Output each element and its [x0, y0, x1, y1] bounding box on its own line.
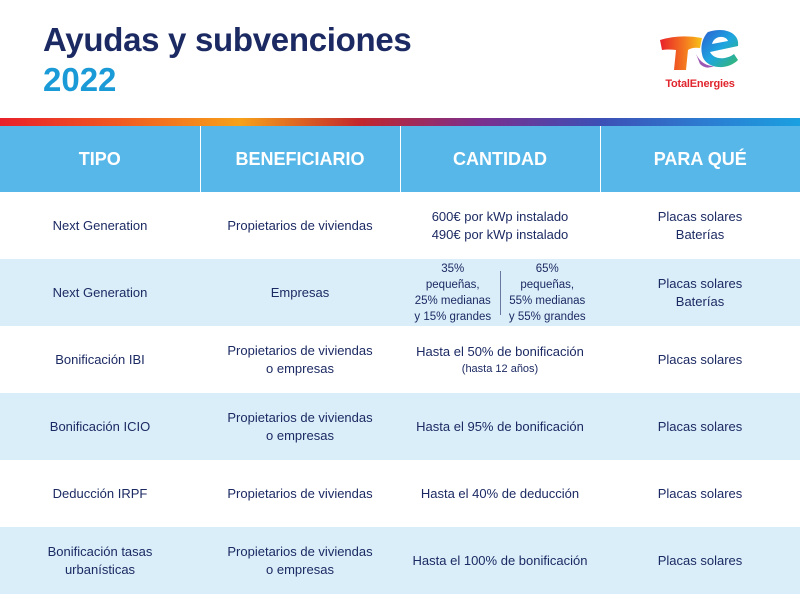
cell-para-que	[600, 326, 800, 393]
table-row	[0, 527, 800, 594]
cantidad-divider	[500, 271, 501, 315]
cell-para-que	[600, 460, 800, 527]
column-header-beneficiario: BENEFICIARIO	[200, 126, 400, 192]
cell-line: Placas solares	[657, 208, 743, 224]
cell-line: Hasta el 50% de bonificación	[416, 343, 584, 359]
cell-tipo	[0, 192, 200, 259]
cell-tipo	[0, 460, 200, 527]
cell-line: Propietarios de viviendas	[227, 342, 373, 358]
table-row	[0, 259, 800, 326]
column-header-cantidad: CANTIDAD	[400, 126, 600, 192]
cell-line: Propietarios de viviendas	[227, 485, 373, 501]
cell-line: y 55% grandes	[508, 310, 586, 323]
cell-line: Bonificación tasas	[47, 543, 153, 559]
cell-line: y 15% grandes	[414, 310, 492, 323]
cantidad-left	[406, 261, 500, 325]
cell-line: 65% pequeñas,	[520, 262, 575, 291]
cell-para-que	[600, 259, 800, 326]
cell-line: Bonificación IBI	[55, 351, 145, 367]
cantidad-split	[406, 261, 594, 325]
table-row	[0, 326, 800, 393]
cell-line: Hasta el 95% de bonificación	[416, 418, 584, 434]
cell-line: Placas solares	[657, 485, 743, 501]
cell-cantidad	[400, 460, 600, 527]
cell-para-que	[600, 192, 800, 259]
page-header	[0, 0, 800, 118]
totalenergies-logo	[652, 26, 748, 96]
cell-line: Next Generation	[52, 284, 148, 300]
subsidies-table	[0, 126, 800, 594]
cell-line: Placas solares	[657, 351, 743, 367]
cell-cantidad	[400, 192, 600, 259]
cell-para-que	[600, 393, 800, 460]
cell-para-que	[600, 527, 800, 594]
page-title: Ayudas y subvenciones	[43, 21, 412, 58]
cell-beneficiario	[200, 326, 400, 393]
cell-line: Bonificación ICIO	[49, 418, 151, 434]
table-row	[0, 192, 800, 259]
cell-line: Propietarios de viviendas	[227, 543, 373, 559]
cell-line: Empresas	[270, 284, 330, 300]
column-header-tipo: TIPO	[0, 126, 200, 192]
cell-line: Deducción IRPF	[52, 485, 148, 501]
rainbow-divider	[0, 118, 800, 126]
cell-line: Next Generation	[52, 217, 148, 233]
cell-line: Placas solares	[657, 418, 743, 434]
cell-line: 55% medianas	[509, 294, 586, 307]
cell-cantidad	[400, 326, 600, 393]
cell-note: (hasta 12 años)	[461, 362, 539, 375]
cell-tipo	[0, 393, 200, 460]
cell-line: Baterías	[675, 226, 725, 242]
cell-line: o empresas	[266, 561, 334, 577]
cell-line: o empresas	[266, 360, 334, 376]
cell-line: Hasta el 100% de bonificación	[412, 552, 588, 568]
cell-cantidad	[400, 527, 600, 594]
cell-line: Baterías	[675, 293, 725, 309]
table-header-row	[0, 126, 800, 192]
brand-name: TotalEnergies	[665, 78, 735, 90]
cell-tipo	[0, 527, 200, 594]
page-year: 2022	[43, 61, 117, 98]
cell-line: 35% pequeñas,	[425, 262, 480, 291]
table-row	[0, 460, 800, 527]
cell-line: Placas solares	[657, 552, 743, 568]
cantidad-right	[501, 261, 595, 325]
table-row	[0, 393, 800, 460]
cell-line: 25% medianas	[414, 294, 491, 307]
cell-cantidad	[400, 259, 600, 326]
cell-line: Hasta el 40% de deducción	[420, 485, 580, 501]
cell-cantidad	[400, 393, 600, 460]
cell-line: 600€ por kWp instalado	[431, 208, 569, 224]
cell-beneficiario	[200, 192, 400, 259]
totalenergies-logo-icon	[656, 26, 744, 76]
cell-line: Propietarios de viviendas	[227, 409, 373, 425]
cell-line: Propietarios de viviendas	[227, 217, 373, 233]
cell-beneficiario	[200, 259, 400, 326]
column-header-para-que: PARA QUÉ	[600, 126, 800, 192]
cell-line: o empresas	[266, 427, 334, 443]
cell-beneficiario	[200, 527, 400, 594]
cell-line: Placas solares	[657, 275, 743, 291]
cell-beneficiario	[200, 460, 400, 527]
cell-line: urbanísticas	[64, 561, 136, 577]
cell-tipo	[0, 259, 200, 326]
cell-line: 490€ por kWp instalado	[431, 226, 569, 242]
cell-tipo	[0, 326, 200, 393]
cell-beneficiario	[200, 393, 400, 460]
